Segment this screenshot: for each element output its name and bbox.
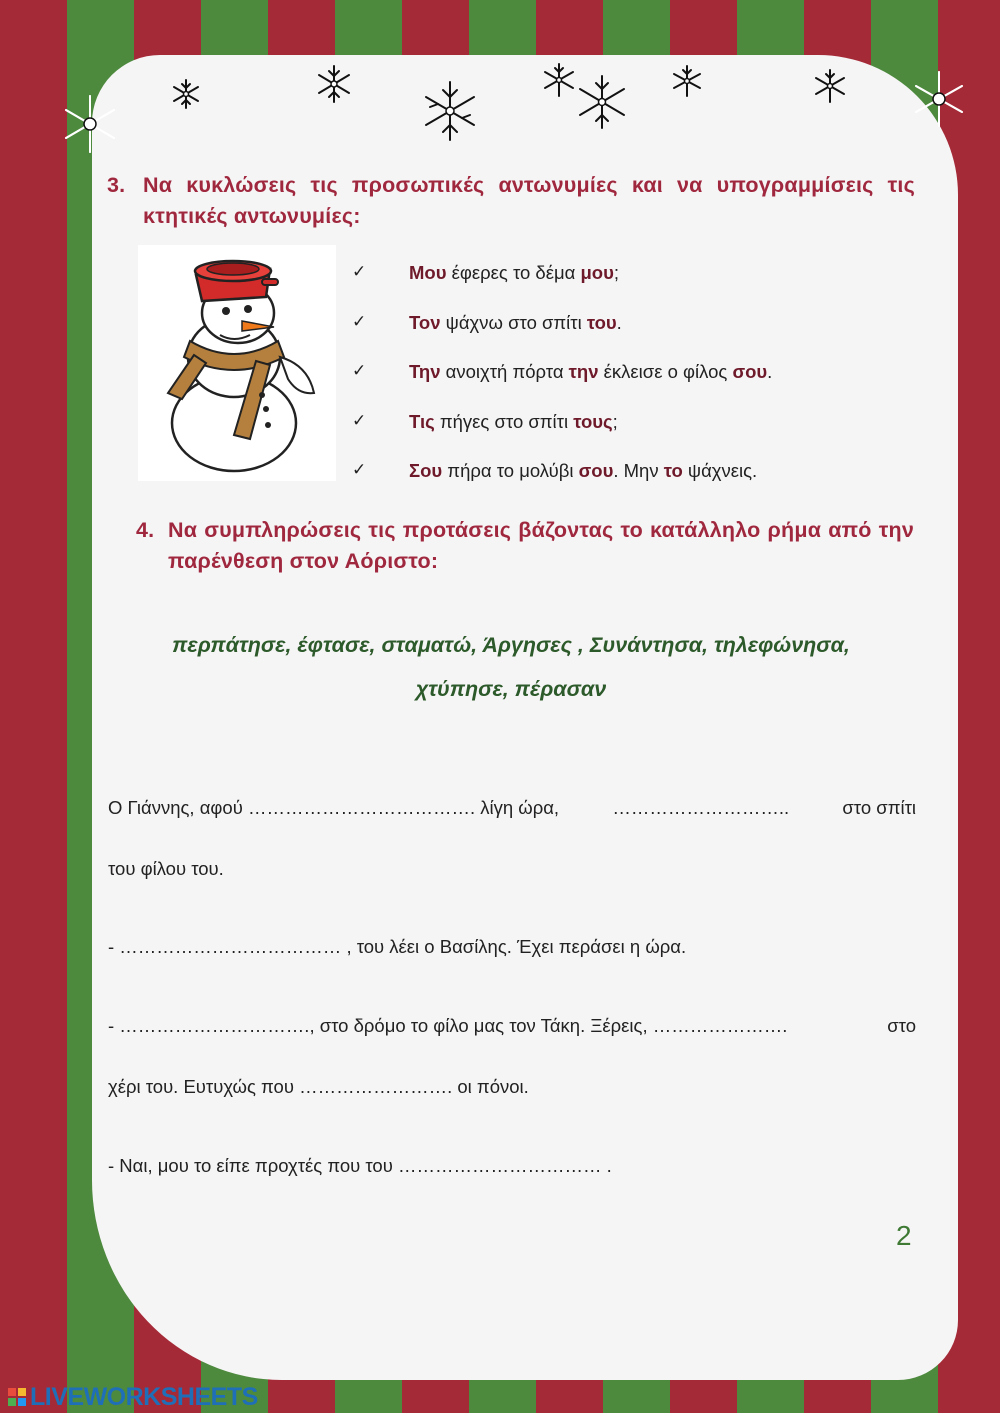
pronoun-word[interactable]: του [586, 311, 617, 333]
word-bank-line-2: χτύπησε, πέρασαν [415, 677, 607, 701]
checkmark-icon: ✓ [352, 262, 367, 281]
sentence-list [352, 262, 912, 510]
snowflake-icon [578, 74, 626, 130]
logo-block [18, 1398, 26, 1406]
logo-block [18, 1388, 26, 1396]
sentence-fragment: . Μην [613, 460, 664, 481]
text-segment: στο σπίτι [842, 797, 916, 818]
page-number: 2 [896, 1220, 912, 1251]
sentence-fragment: . [767, 361, 773, 382]
sentence-text[interactable] [409, 312, 622, 334]
sentence-item [352, 460, 912, 510]
pronoun-word[interactable]: σου [732, 361, 768, 382]
sentence-fragment: πήρα το μολύβι [442, 460, 579, 481]
liveworksheets-logo[interactable] [8, 1384, 258, 1410]
sentence-text[interactable] [409, 460, 757, 482]
pronoun-word[interactable]: σου [578, 460, 614, 481]
sentence-fragment: . [616, 311, 622, 333]
question-text: Να κυκλώσεις τις προσωπικές αντωνυμίες και να υπογραμμίσεις τις κτητικές αντωνυμίες: [143, 173, 915, 228]
question-4 [136, 515, 914, 577]
snowflake-icon [672, 64, 702, 98]
snowman-icon [138, 245, 336, 481]
pronoun-word[interactable]: Σου [409, 460, 443, 481]
snowflake-icon [170, 78, 202, 110]
snowman-illustration [138, 245, 336, 481]
sentence-text[interactable] [409, 361, 772, 383]
snowflake-icon [910, 68, 968, 130]
pronoun-word[interactable]: τους [573, 410, 613, 432]
text-line[interactable] [108, 1015, 916, 1037]
checkmark-icon: ✓ [352, 361, 367, 380]
snowflake-icon [424, 80, 476, 142]
sentence-text[interactable] [409, 262, 619, 284]
sentence-fragment: πήγες στο σπίτι [434, 410, 574, 432]
text-line: του φίλου του. [108, 858, 224, 879]
sentence-fragment: ανοιχτή πόρτα [440, 361, 569, 382]
blank-field[interactable]: ……………………….. [612, 797, 790, 818]
pronoun-word[interactable]: Μου [409, 262, 447, 283]
snowflake-icon [542, 62, 576, 98]
sentence-item [352, 411, 912, 461]
pronoun-word[interactable]: Τις [409, 410, 435, 432]
question-3 [107, 170, 915, 232]
question-number: 3. [107, 173, 126, 197]
sentence-fragment: έκλεισε ο φίλος [598, 361, 733, 382]
text-line[interactable]: - ……………………………… , του λέει ο Βασίλης. Έχει περάσει η ώρα. [108, 936, 687, 957]
sentence-item [352, 312, 912, 362]
snowflake-icon [814, 68, 846, 104]
brand-name: LIVEWORKSHEETS [30, 1382, 258, 1411]
sentence-fragment: ; [612, 410, 618, 432]
sentence-fragment: ψάχνω στο σπίτι [440, 311, 587, 333]
logo-block [8, 1388, 16, 1396]
sentence-item [352, 361, 912, 411]
pronoun-word[interactable]: Την [409, 361, 441, 382]
word-bank-line-1: περπάτησε, έφτασε, σταματώ, Άργησες , Συνάντησα, τηλεφώνησα, [172, 633, 850, 657]
sentence-item [352, 262, 912, 312]
checkmark-icon: ✓ [352, 311, 367, 331]
logo-blocks-icon [8, 1388, 26, 1406]
snowflake-icon [316, 64, 352, 104]
text-line[interactable]: - Ναι, μου το είπε προχτές που του …………………………… . [108, 1155, 612, 1176]
text-segment: Ο Γιάννης, αφού ………………………………. λίγη ώρα, [108, 797, 560, 818]
pronoun-word[interactable]: Τον [409, 311, 441, 333]
pronoun-word[interactable]: μου [580, 262, 614, 283]
text-line[interactable]: χέρι του. Ευτυχώς που ……………………. οι πόνοι. [108, 1076, 529, 1097]
logo-block [8, 1398, 16, 1406]
sentence-fragment: ψάχνεις. [682, 460, 758, 481]
sentence-text[interactable] [409, 411, 618, 433]
text-segment: στο [887, 1015, 916, 1036]
checkmark-icon: ✓ [352, 410, 367, 430]
text-line [108, 797, 916, 819]
pronoun-word[interactable]: την [568, 361, 599, 382]
sentence-fragment: έφερες το δέμα [446, 262, 581, 283]
sentence-fragment: ; [613, 262, 619, 283]
snowflake-icon [58, 92, 122, 156]
text-segment[interactable]: - …………………………., στο δρόμο το φίλο μας τον Τάκη. Ξέρεις, …………………. [108, 1015, 788, 1036]
question-text: Να συμπληρώσεις τις προτάσεις βάζοντας το κατάλληλο ρήμα από την παρένθεση στον Αόριστο: [168, 518, 914, 573]
question-number: 4. [136, 518, 155, 542]
pronoun-word[interactable]: το [663, 460, 683, 481]
checkmark-icon: ✓ [352, 460, 367, 479]
